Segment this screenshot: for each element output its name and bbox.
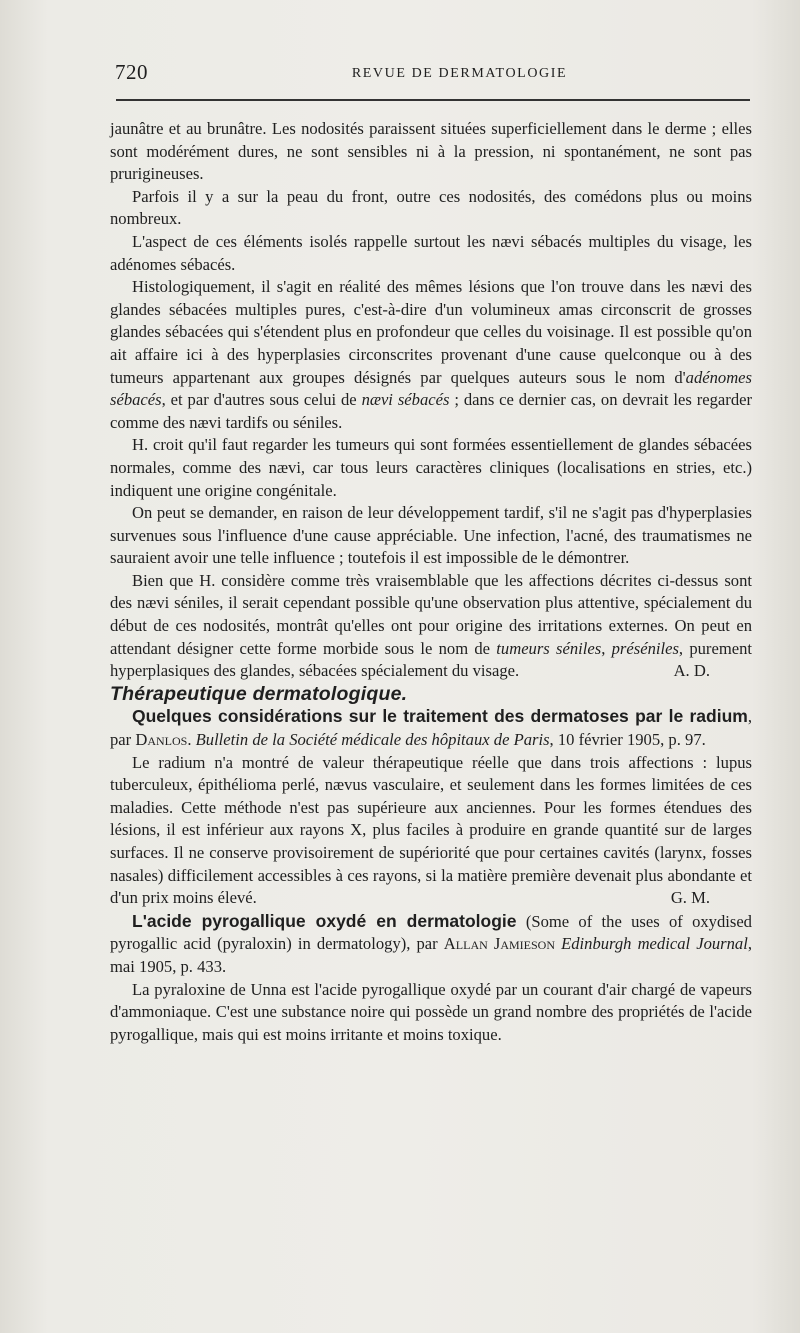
paragraph-7 (110, 570, 752, 683)
article-1-journal: Bulletin de la Société médicale des hôpitaux de Paris (195, 730, 550, 750)
paragraph-5: H. croit qu'il faut regarder les tumeurs qui sont formées essentiellement de glandes sébacées normales, comme des nævi, car tous leurs caractères cliniques (localisations en stries, etc.) indiquent une origine congénitale. (110, 435, 752, 500)
signature-ad: A. D. (673, 661, 710, 681)
page-number: 720 (115, 60, 148, 84)
article-1-after-author: . (187, 730, 196, 750)
p4-text-a: Histologiquement, il s'agit en réalité des mêmes lésions que l'on trouve dans les nævi des glandes sébacées multiples pures, c'est-à-dire d'un volumineux amas circonscrit de grosses glandes sébacées qui s'étendent plus en profondeur que celles du voisinage. Il est possible qu'on ait affaire ici à des hyperplasies circonscrites provenant d'une cause quelconque ou à des tumeurs appartenant aux groupes désignés par quelques auteurs sous le nom d' (110, 277, 752, 387)
p7-text-c: , purement hyperplasiques des glandes, sébacées spécialement du visage. (110, 638, 752, 681)
article-2-author: Allan Jamieson (443, 934, 555, 954)
article-2-subtitle: (Some of the uses of oxydised pyrogallic acid (pyraloxin) in dermatology), par (110, 911, 752, 954)
body-text (110, 118, 752, 1046)
article-1-body: Le radium n'a montré de valeur thérapeutique réelle que dans trois affections : lupus tuberculeux, épithélioma perlé, nævus vasculaire, et seulement dans les formes limitées de ces maladies. Cette méthode n'est pas supérieure aux anciennes. Pour les formes étendues des lésions, il est inférieur aux rayons X, plus faciles à produire en grande quantité sur de larges surfaces. Il ne conserve provisoirement de supériorité que pour certaines cavités (larynx, fosses nasales) difficilement accessibles à ces rayons, si la matière première devenait plus abondante et d'un prix moins élevé. (110, 752, 752, 908)
p7-text-b: , (601, 638, 612, 658)
article-1-ref: , 10 février 1905, p. 97. (549, 730, 706, 750)
article-2-title: L'acide pyrogallique oxydé en dermatologie (132, 910, 517, 931)
article-2-journal: Edinburgh medical Journal (561, 934, 748, 954)
article-2-text: La pyraloxine de Unna est l'acide pyrogallique oxydé par un courant d'air chargé de vapeurs d'ammoniaque. C'est une substance noire qui possède un grand nombre des propriétés de l'acide pyrogallique, mais qui est moins irritante et moins toxique. (110, 979, 752, 1044)
page-header (112, 58, 752, 98)
p4-text-b: , et par d'autres sous celui de (161, 390, 362, 410)
p7-text-a: Bien que H. considère comme très vraisemblable que les affections décrites ci-dessus sont des nævi séniles, il serait cependant possible qu'une observation plus attentive, spécialement du début de ces nodosités, montrât qu'elles ont pour origine des irritations externes. On peut en attendant désigner cette forme morbide sous le nom de (110, 570, 752, 658)
paragraph-1: jaunâtre et au brunâtre. Les nodosités paraissent situées superficiellement dans le derme ; elles sont modérément dures, ne sont sensibles ni à la pression, ni spontanément, ne sont pas prurigineuses. (110, 119, 752, 184)
article-1-text (110, 752, 752, 910)
article-2-ref: , mai 1905, p. 433. (110, 934, 752, 976)
paragraph-2: Parfois il y a sur la peau du front, outre ces nodosités, des comédons plus ou moins nombreux. (110, 186, 752, 229)
running-title: REVUE DE DERMATOLOGIE (351, 66, 568, 81)
article-1-heading (110, 705, 752, 751)
p4-text-c: ; dans ce dernier cas, on devrait les regarder comme des nævi tardifs ou séniles. (110, 390, 753, 432)
article-1-author: Danlos (135, 730, 188, 750)
section-title: Thérapeutique dermatologique. (110, 682, 408, 705)
p4-italic-1: adénomes sébacés (110, 367, 752, 410)
p4-italic-2: nævi sébacés (361, 390, 450, 410)
article-1-title: Quelques considérations sur le traitement des dermatoses par le radium (132, 706, 748, 727)
paragraph-3: L'aspect de ces éléments isolés rappelle surtout les nævi sébacés multiples du visage, les adénomes sébacés. (110, 231, 752, 274)
article-1-by: , par (110, 707, 752, 750)
paragraph-4 (110, 276, 752, 434)
p7-italic-2: préséniles (611, 638, 679, 658)
paragraph-6: On peut se demander, en raison de leur développement tardif, s'il ne s'agit pas d'hyperplasies survenues sous l'influence d'une cause appréciable. Une infection, l'acné, des traumatismes ne sauraient avoir une telle influence ; toutefois il est impossible de le démontrer. (110, 503, 752, 568)
signature-gm: G. M. (670, 888, 710, 908)
header-rule (116, 99, 750, 101)
p7-italic-1: tumeurs séniles (496, 638, 602, 658)
article-2-heading (110, 910, 752, 979)
